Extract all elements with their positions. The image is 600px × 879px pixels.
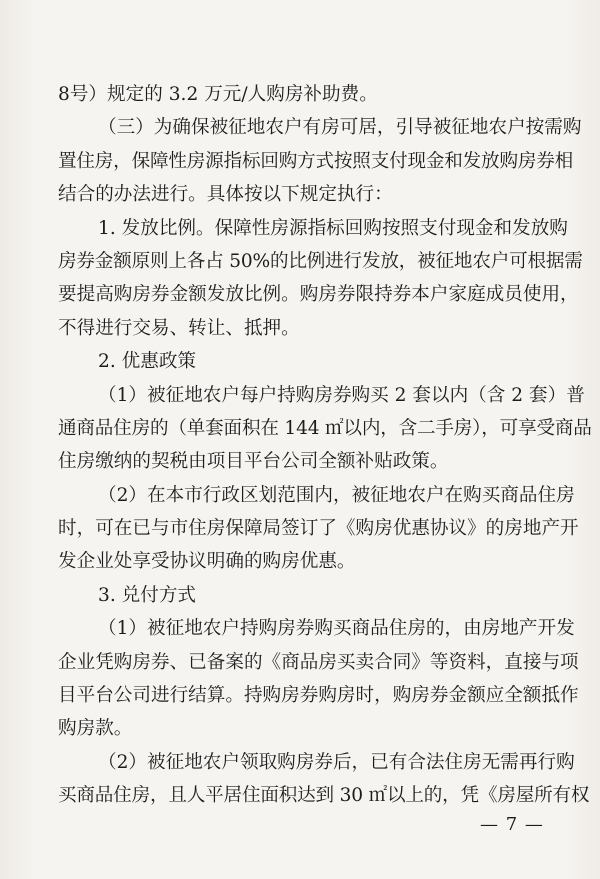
text-line: 发企业处享受协议明确的购房优惠。 <box>58 551 356 573</box>
text-line: 买商品住房，且人平居住面积达到 30 ㎡以上的，凭《房屋所有权 <box>58 785 590 807</box>
text-line: 住房缴纳的契税由项目平台公司全额补贴政策。 <box>58 451 449 473</box>
document-body <box>58 78 592 813</box>
text-line: 要提高购房券金额发放比例。购房券限持券本户家庭成员使用， <box>58 284 579 306</box>
text-line: （三）为确保被征地农户有房可居，引导被征地农户按需购 <box>98 117 582 139</box>
section-heading: 2. 优惠政策 <box>98 351 197 373</box>
text-line: 8号）规定的 3.2 万元/人购房补助费。 <box>58 84 378 105</box>
text-line: 目平台公司进行结算。持购房券购房时，购房券金额应全额抵作 <box>58 685 579 707</box>
text-line: 1. 发放比例。保障性房源指标回购按照支付现金和发放购 <box>98 217 568 239</box>
text-line: 房券金额原则上各占 50%的比例进行发放，被征地农户可根据需 <box>58 250 583 272</box>
text-line: 时，可在已与市住房保障局签订了《购房优惠协议》的房地产开 <box>58 518 579 540</box>
section-heading: 3. 兑付方式 <box>98 584 197 606</box>
text-line: （2）在本市行政区划范围内，被征地农户在购买商品住房 <box>98 484 575 506</box>
text-line: （1）被征地农户每户持购房券购买 2 套以内（含 2 套）普 <box>98 384 585 406</box>
text-line: （1）被征地农户持购房券购买商品住房的，由房地产开发 <box>98 618 575 640</box>
text-line: 置住房，保障性房源指标回购方式按照支付现金和发放购房券相 <box>58 150 574 172</box>
text-line: 企业凭购房券、已备案的《商品房买卖合同》等资料，直接与项 <box>58 651 579 673</box>
text-line: 购房款。 <box>58 718 133 740</box>
page-number: — 7 — <box>480 814 544 835</box>
text-line: 不得进行交易、转让、抵押。 <box>58 317 300 339</box>
text-line: （2）被征地农户领取购房券后，已有合法住房无需再行购 <box>98 751 575 773</box>
text-line: 结合的办法进行。具体按以下规定执行： <box>58 184 393 206</box>
text-line: 通商品住房的（单套面积在 144 ㎡以内，含二手房），可享受商品 <box>58 417 592 439</box>
